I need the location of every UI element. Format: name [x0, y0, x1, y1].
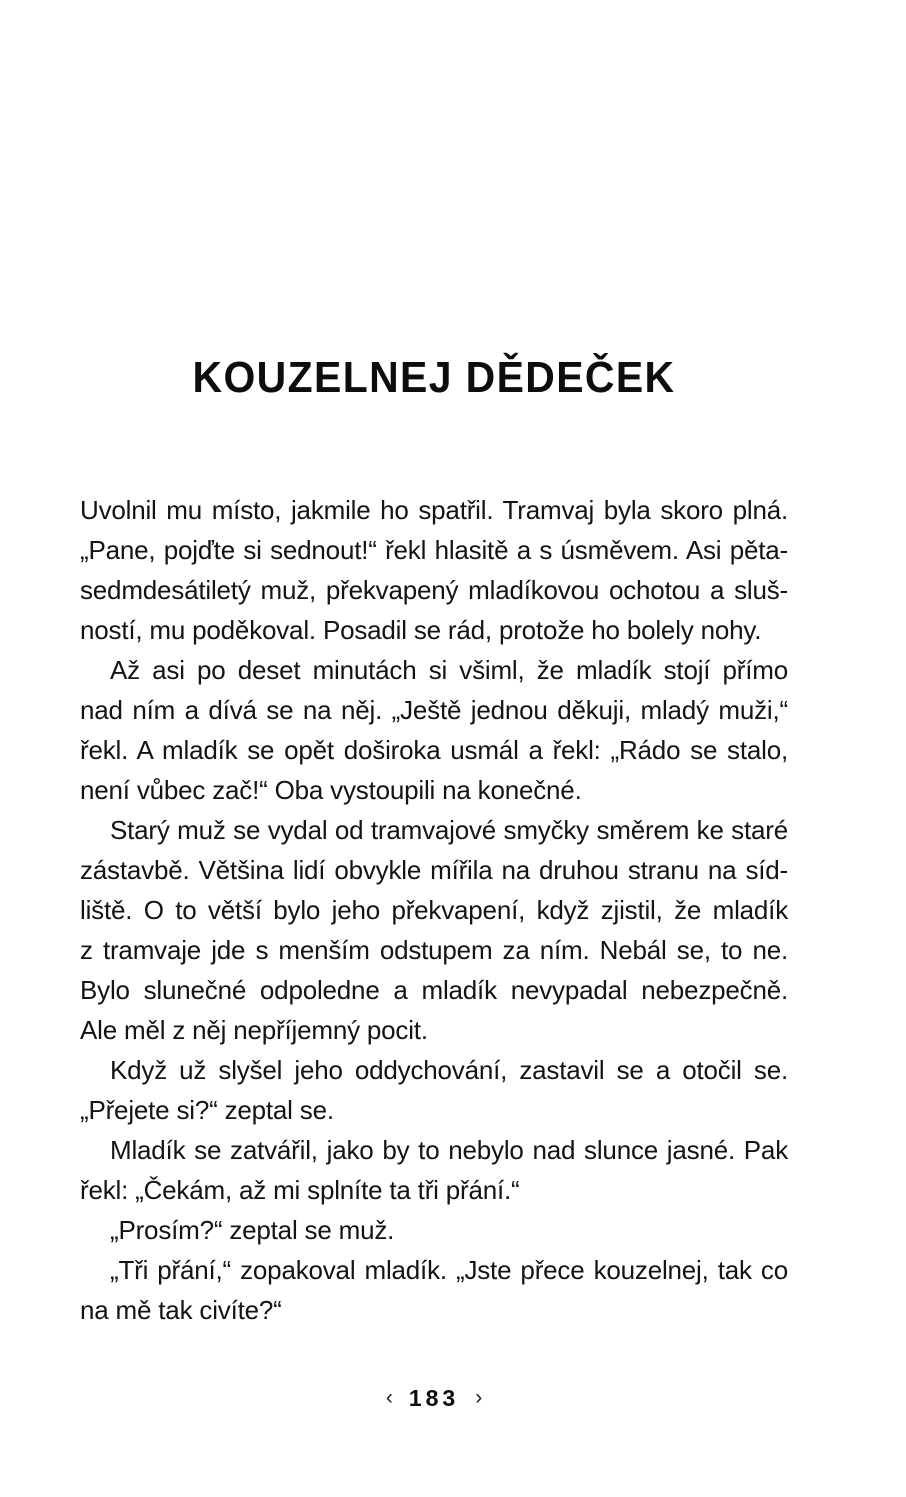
- next-page-chevron-icon: ›: [475, 1386, 483, 1409]
- text-line: ností, mu poděkoval. Posadil se rád, protože ho bolely nohy.: [80, 615, 762, 645]
- text-line: řekl. A mladík se opět doširoka usmál a řekl: „Rádo se stalo,: [80, 735, 788, 765]
- text-line: „Tři přání,“ zopakoval mladík. „Jste přece kouzelnej, tak co: [110, 1255, 788, 1285]
- text-line: nad ním a dívá se na něj. „Ještě jednou děkuji, mladý muži,“: [80, 695, 788, 725]
- text-line: Když už slyšel jeho oddychování, zastavil se a otočil se.: [110, 1055, 788, 1085]
- page-number: 183: [408, 1385, 460, 1411]
- text-line: „Přejete si?“ zeptal se.: [80, 1095, 334, 1125]
- story-text: [80, 490, 788, 1330]
- chapter-title: KOUZELNEJ DĚDEČEK: [192, 353, 676, 402]
- text-line: „Pane, pojďte si sednout!“ řekl hlasitě a s úsměvem. Asi pěta-: [80, 535, 788, 565]
- text-line: sedmdesátiletý muž, překvapený mladíkovou ochotou a sluš-: [80, 575, 788, 605]
- text-line: Uvolnil mu místo, jakmile ho spatřil. Tramvaj byla skoro plná.: [80, 495, 788, 525]
- text-line: Bylo slunečné odpoledne a mladík nevypadal nebezpečně.: [80, 975, 788, 1005]
- text-line: zástavbě. Většina lidí obvykle mířila na druhou stranu na síd-: [80, 855, 788, 885]
- text-line: Až asi po deset minutách si všiml, že mladík stojí přímo: [110, 655, 788, 685]
- text-line: není vůbec zač!“ Oba vystoupili na konečné.: [80, 775, 582, 805]
- text-line: liště. O to větší bylo jeho překvapení, když zjistil, že mladík: [80, 895, 788, 925]
- text-line: Ale měl z něj nepříjemný pocit.: [80, 1015, 428, 1045]
- text-line: Mladík se zatvářil, jako by to nebylo nad slunce jasné. Pak: [110, 1135, 788, 1165]
- prev-page-chevron-icon: ‹: [385, 1386, 393, 1409]
- page-footer: [80, 1385, 788, 1413]
- text-line: řekl: „Čekám, až mi splníte ta tři přání.“: [80, 1175, 520, 1205]
- text-line: „Prosím?“ zeptal se muž.: [110, 1215, 395, 1245]
- text-line: Starý muž se vydal od tramvajové smyčky směrem ke staré: [110, 815, 788, 845]
- text-line: z tramvaje jde s menším odstupem za ním. Nebál se, to ne.: [80, 935, 788, 965]
- text-line: na mě tak civíte?“: [80, 1295, 282, 1325]
